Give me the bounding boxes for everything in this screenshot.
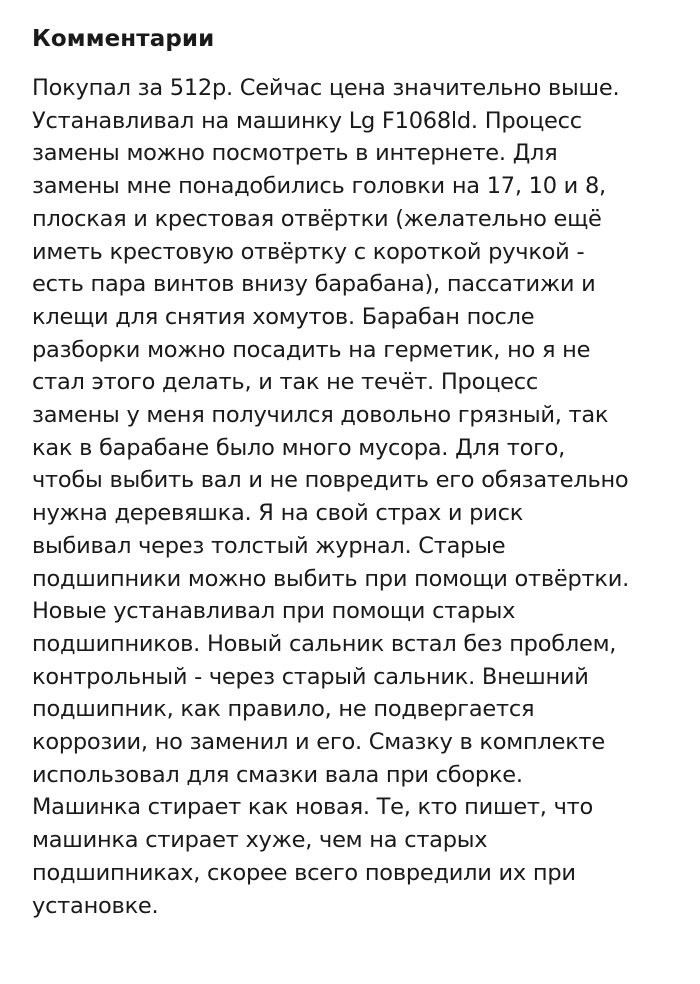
- comment-line: клещи для снятия хомутов. Барабан после: [32, 303, 535, 330]
- comment-line: стал этого делать, и так не течёт. Процесс: [32, 369, 538, 396]
- comment-line: машинка стирает хуже, чем на старых: [32, 827, 488, 854]
- comment-line: выбивал через толстый журнал. Старые: [32, 532, 506, 559]
- comment-line: замены мне понадобились головки на 17, 10 и 8,: [32, 173, 606, 200]
- comment-line: Покупал за 512р. Сейчас цена значительно выше.: [32, 75, 620, 101]
- comments-heading: Комментарии: [32, 26, 215, 52]
- comment-line: подшипников. Новый сальник встал без проблем,: [32, 630, 617, 657]
- comment-line: замены у меня получился довольно грязный, так: [32, 402, 609, 429]
- comment-line: чтобы выбить вал и не повредить его обязательно: [32, 467, 629, 494]
- comment-line: иметь крестовую отвёртку с короткой ручкой -: [32, 238, 585, 265]
- comment-line: подшипник, как правило, не подвергается: [32, 696, 535, 723]
- comment-line: установке.: [32, 892, 159, 919]
- comment-line: замены можно посмотреть в интернете. Для: [32, 140, 558, 167]
- comment-line: использовал для смазки вала при сборке.: [32, 761, 523, 788]
- comment-line: подшипниках, скорее всего повредили их при: [32, 859, 576, 886]
- comment-line: Новые устанавливал при помощи старых: [32, 598, 516, 625]
- comment-line: разборки можно посадить на герметик, но я не: [32, 336, 591, 363]
- comments-section: [32, 24, 682, 922]
- comment-line: контрольный - через старый сальник. Внешний: [32, 663, 589, 690]
- comment-line: Машинка стирает как новая. Те, кто пишет, что: [32, 794, 594, 821]
- comment-line: есть пара винтов внизу барабана), пассатижи и: [32, 271, 596, 298]
- comment-line: нужна деревяшка. Я на свой страх и риск: [32, 500, 524, 527]
- comment-line: коррозии, но заменил и его. Смазку в комплекте: [32, 729, 605, 756]
- comment-text: [32, 72, 682, 922]
- comment-line: подшипники можно выбить при помощи отвёртки.: [32, 565, 630, 592]
- comment-line: Устанавливал на машинку Lg F1068ld. Процесс: [32, 107, 582, 134]
- comment-line: как в барабане было много мусора. Для того,: [32, 434, 566, 461]
- comment-line: плоская и крестовая отвёртки (желательно ещё: [32, 205, 602, 232]
